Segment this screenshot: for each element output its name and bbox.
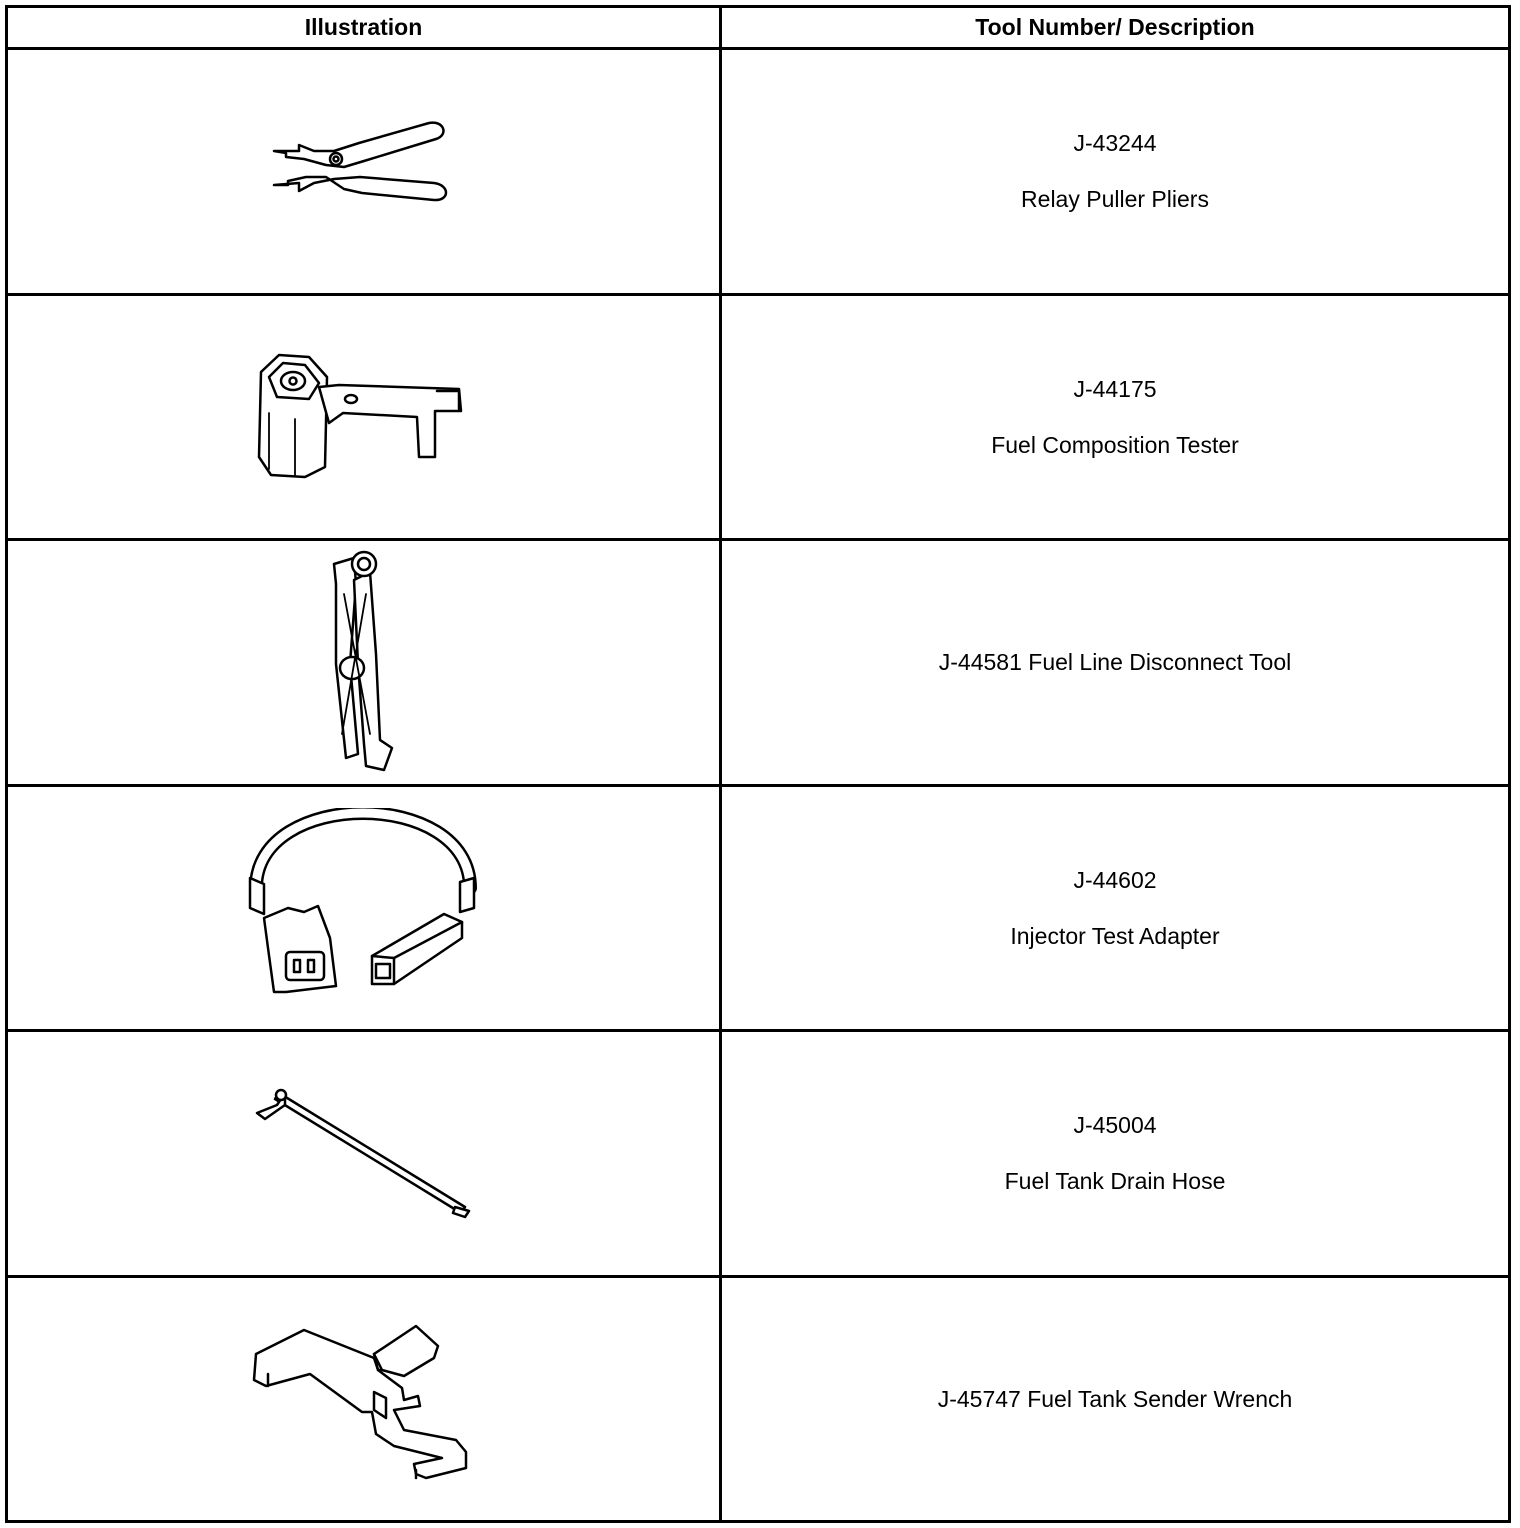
table-row	[7, 1276, 1510, 1522]
tool-description-cell	[721, 540, 1510, 786]
relay-puller-pliers-icon	[264, 121, 464, 221]
table-row	[7, 49, 1510, 295]
tool-description: Fuel Tank Drain Hose	[1004, 1168, 1226, 1195]
illustration-cell	[7, 1031, 721, 1277]
tool-description: Relay Puller Pliers	[1021, 186, 1209, 213]
tool-description-cell	[721, 785, 1510, 1031]
table-row	[7, 540, 1510, 786]
fuel-composition-tester-icon	[249, 347, 479, 487]
header-tool-description: Tool Number/ Description	[721, 7, 1510, 49]
fuel-line-disconnect-tool-icon	[314, 544, 414, 780]
tool-description-cell	[721, 49, 1510, 295]
illustration-cell	[7, 1276, 721, 1522]
tool-number: J-44602	[1073, 866, 1157, 893]
table-row	[7, 785, 1510, 1031]
tool-number-description: J-45747 Fuel Tank Sender Wrench	[937, 1385, 1293, 1412]
fuel-tank-sender-wrench-icon	[244, 1314, 484, 1484]
tool-description-cell	[721, 1276, 1510, 1522]
table-row	[7, 294, 1510, 540]
table-header-row	[7, 7, 1510, 49]
illustration-cell	[7, 294, 721, 540]
tool-number: J-43244	[1073, 130, 1157, 157]
tool-number: J-44175	[1073, 375, 1157, 402]
tool-description-cell	[721, 1031, 1510, 1277]
tool-number: J-45004	[1073, 1112, 1157, 1139]
illustration-cell	[7, 785, 721, 1031]
tool-number-description: J-44581 Fuel Line Disconnect Tool	[938, 649, 1292, 676]
tool-description: Fuel Composition Tester	[991, 431, 1239, 458]
table-row	[7, 1031, 1510, 1277]
illustration-cell	[7, 540, 721, 786]
injector-test-adapter-icon	[244, 808, 484, 1008]
special-tools-table	[5, 5, 1511, 1523]
fuel-tank-drain-hose-icon	[249, 1083, 479, 1223]
tool-description-cell	[721, 294, 1510, 540]
header-illustration: Illustration	[7, 7, 721, 49]
tool-description: Injector Test Adapter	[1010, 922, 1220, 949]
illustration-cell	[7, 49, 721, 295]
